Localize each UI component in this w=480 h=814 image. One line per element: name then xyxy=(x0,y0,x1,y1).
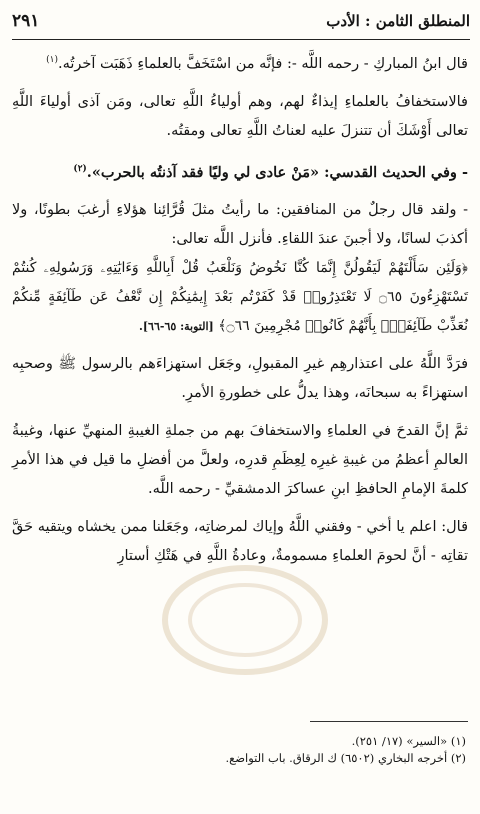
paragraph-ibn-mubarak: قال ابنُ المباركِ - رحمه اللَّه -: فإنَّه من اسْتَخَفَّ بالعلماءِ ذَهَبَت آخرتُه.$^{(١)}$ xyxy=(46,55,468,72)
paragraph-radd: فرَدَّ اللَّهُ على اعتذارهِم غيرِ المقبولِ، وجَعَل استهزاءَهم بالرسول ﷺ وصحبِه استهزاءً به سبحانَه، وهذا يدلُّ على خطورةِ الأمرِ. xyxy=(12,355,468,401)
quran-verse: ﴿وَلَئِن سَأَلْتَهُمْ لَيَقُولُنَّ إِنَّمَا كُنَّا نَخُوضُ وَنَلْعَبُ قُلْ أَبِاللَّهِ وَءَايَٰتِهِۦ وَرَسُولِهِۦ كُنتُمْ تَسْتَهْزِءُونَ ۝٦٥ لَا تَعْتَذِرُوا۟ قَدْ كَفَرْتُم بَعْدَ إِيمَٰنِكُمْ إِن نَّعْفُ عَن طَآئِفَةٍ مِّنكُمْ نُعَذِّبْ طَآئِفَةًۢ بِأَنَّهُمْ كَانُوا۟ مُجْرِمِينَ ۝٦٦﴾ [التوبة: ٦٥-٦٦]. xyxy=(12,259,468,334)
footnote-mark-2: (٢) xyxy=(73,163,87,174)
footnote-mark-1: (١) xyxy=(46,55,58,65)
chapter-title: المنطلق الثامن : الأدب xyxy=(326,12,470,30)
running-header xyxy=(12,6,470,36)
footnote-2: (٢) أخرجه البخاري (٦٥٠٢) ك الرقاق. باب التواضع. xyxy=(225,751,466,765)
footnote-divider xyxy=(310,721,468,722)
header-divider xyxy=(12,39,470,40)
paragraph-istikhfaf: فالاستخفافُ بالعلماءِ إيذاءٌ لهم، وهم أولياءُ اللَّهِ تعالى، ومَن آذى أولياءَ اللَّهِ تعالى أَوْشَكَ أن تتنزلَ عليه لعناتُ اللَّهِ تعالى ومقتُه. xyxy=(12,93,468,139)
page-body xyxy=(12,46,468,580)
paragraph-munafiqin: - ولقد قال رجلٌ من المنافقين: ما رأيتُ مثلَ قُرَّائِنا هؤلاءِ أرغبَ بطونًا، ولا أكذبَ لسانًا، ولا أجبنَ عندَ اللقاءِ. فأنزل اللَّه تعالى: xyxy=(12,201,468,247)
page-number: ٢٩١ xyxy=(12,11,40,31)
paragraph-ghiba: ثمَّ إنَّ القدحَ في العلماءِ والاستخفافَ بهم من جملةِ الغيبةِ المنهيِّ عنها، وغيبةُ العالمِ أعظمُ من غيبةِ غيرِه لِعِظَمِ قدرِه، ولعلَّ من أفضلِ ما قيل في هذا الأمرِ كلمةَ الإمامِ الحافظِ ابنِ عساكرَ الدمشقيِّ - رحمه اللَّه. xyxy=(12,422,468,497)
footnotes xyxy=(12,733,466,767)
footnote-1: (١) «السير» (١٧/ ٢٥١). xyxy=(351,734,466,748)
paragraph-hadith-qudsi: - وفي الحديث القدسي: «مَنْ عادى لي وليًا فقد آذنتُه بالحرب».$^{(٢)}$ xyxy=(73,163,468,181)
verse-reference: [التوبة: ٦٥-٦٦]. xyxy=(138,319,214,333)
paragraph-ibn-asakir: قال: اعلم يا أخي - وفقني اللَّهُ وإياك لمرضاتِه، وجَعَلنا ممن يخشاه ويتقيه حَقَّ تقاتِه - أنَّ لحومَ العلماءِ مسمومةٌ، وعادةُ اللَّهِ في هَتْكِ أستارِ xyxy=(12,518,468,564)
